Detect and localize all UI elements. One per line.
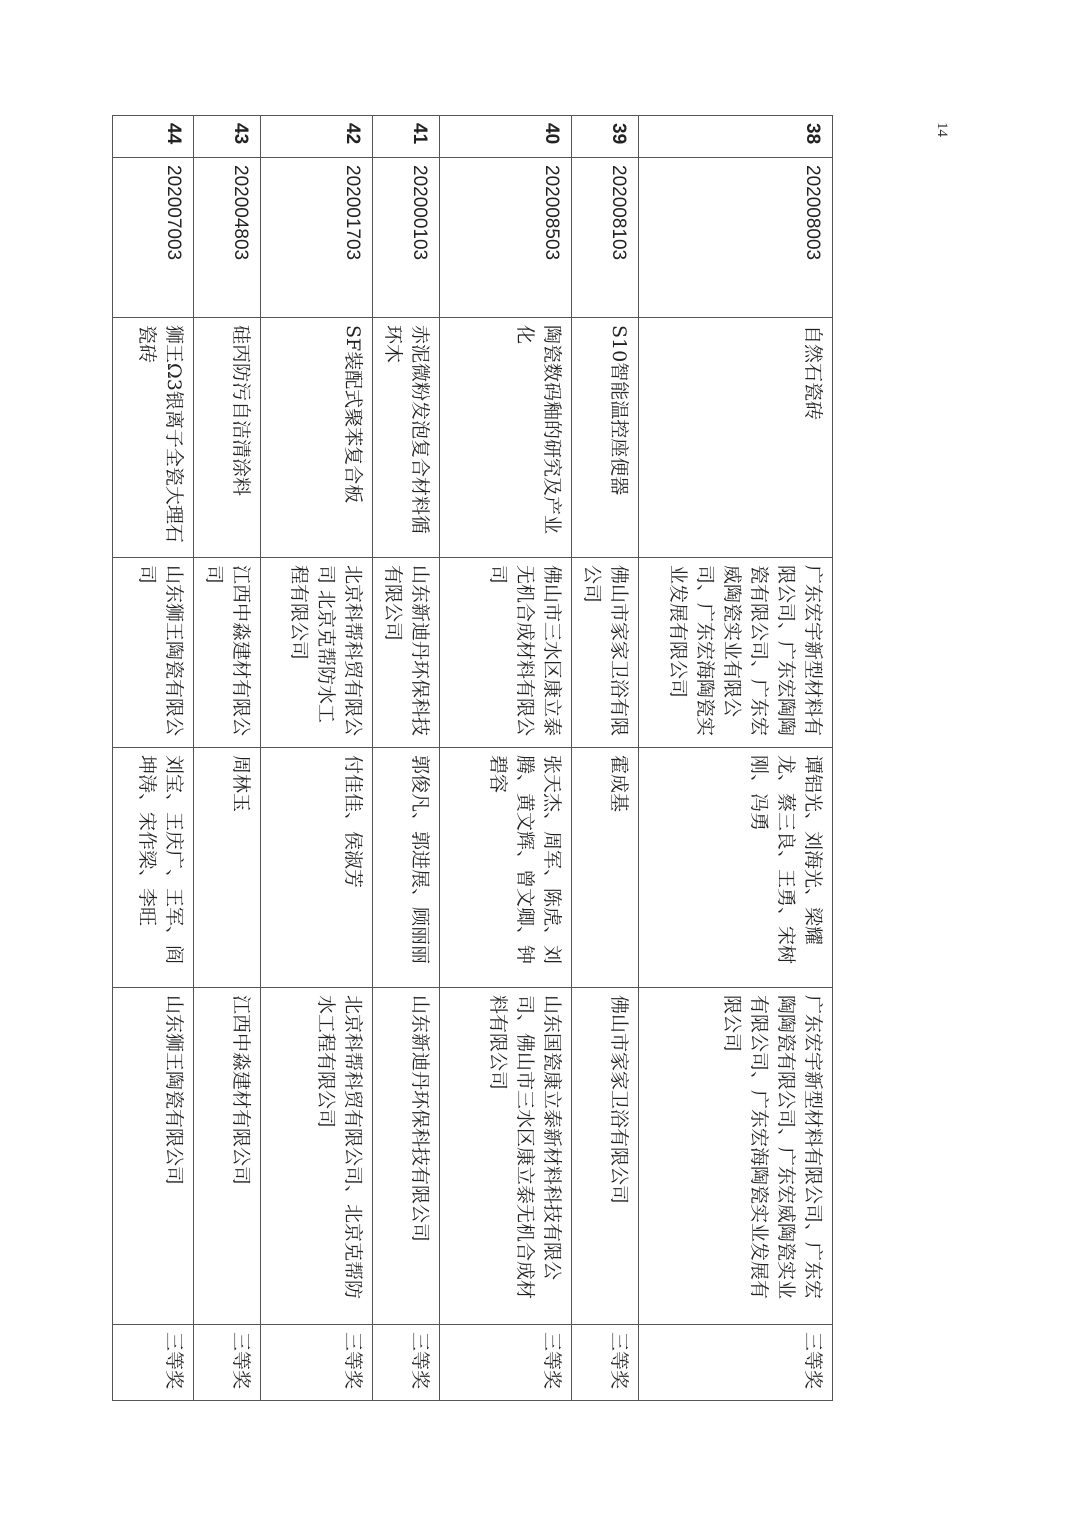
table-row bbox=[639, 116, 833, 1401]
project-code: 202008103 bbox=[572, 158, 639, 318]
project-code: 202000103 bbox=[373, 158, 440, 318]
cooperating-units: 山东狮王陶瓷有限公司 bbox=[113, 988, 194, 1325]
project-name: 陶瓷数码釉的研究及产业化 bbox=[440, 318, 572, 558]
row-number: 40 bbox=[440, 116, 572, 158]
project-code: 202007003 bbox=[113, 158, 194, 318]
table-row bbox=[572, 116, 639, 1401]
award-level: 三等奖 bbox=[194, 1325, 261, 1401]
main-contributors: 霍成基 bbox=[572, 748, 639, 988]
main-contributors: 张天杰、周军、陈虎、刘腾、黄文辉、曾文卿、钟碧容 bbox=[440, 748, 572, 988]
main-contributors: 付佳佳、侯淑芳 bbox=[261, 748, 373, 988]
row-number: 44 bbox=[113, 116, 194, 158]
table-row bbox=[261, 116, 373, 1401]
applicant-unit: 佛山市家家卫浴有限公司 bbox=[572, 558, 639, 748]
award-level: 三等奖 bbox=[113, 1325, 194, 1401]
awards-table-container bbox=[136, 115, 833, 1400]
applicant-unit: 山东狮王陶瓷有限公司 bbox=[113, 558, 194, 748]
row-number: 39 bbox=[572, 116, 639, 158]
cooperating-units: 山东新迪丹环保科技有限公司 bbox=[373, 988, 440, 1325]
applicant-unit: 佛山市三水区康立泰无机合成材料有限公司 bbox=[440, 558, 572, 748]
project-code: 202001703 bbox=[261, 158, 373, 318]
cooperating-units: 广东宏宇新型材料有限公司、广东宏陶陶瓷有限公司、广东宏威陶瓷实业有限公司、广东宏海陶瓷实业发展有限公司 bbox=[639, 988, 833, 1325]
row-number: 42 bbox=[261, 116, 373, 158]
row-number: 41 bbox=[373, 116, 440, 158]
cooperating-units: 北京科帮科贸有限公司、北京克帮防水工程有限公司 bbox=[261, 988, 373, 1325]
award-level: 三等奖 bbox=[440, 1325, 572, 1401]
applicant-unit: 山东新迪丹环保科技有限公司 bbox=[373, 558, 440, 748]
page-number: 14 bbox=[934, 122, 950, 137]
project-name: 狮王Ω3银离子全瓷大理石瓷砖 bbox=[113, 318, 194, 558]
project-name: 自然石瓷砖 bbox=[639, 318, 833, 558]
project-name: 硅丙防污自洁清涂料 bbox=[194, 318, 261, 558]
award-level: 三等奖 bbox=[261, 1325, 373, 1401]
main-contributors: 周林玉 bbox=[194, 748, 261, 988]
applicant-unit: 北京科帮科贸有限公司 北京克帮防水工程有限公司 bbox=[261, 558, 373, 748]
main-contributors: 刘宝、王庆广、王军、阎坤涛、宋作梁、李旺 bbox=[113, 748, 194, 988]
award-level: 三等奖 bbox=[373, 1325, 440, 1401]
project-name: 赤泥微粉发泡复合材料循环木 bbox=[373, 318, 440, 558]
table-row bbox=[440, 116, 572, 1401]
project-code: 202008503 bbox=[440, 158, 572, 318]
table-row bbox=[113, 116, 194, 1401]
cooperating-units: 山东国瓷康立泰新材料科技有限公司、佛山市三水区康立泰无机合成材料有限公司 bbox=[440, 988, 572, 1325]
row-number: 43 bbox=[194, 116, 261, 158]
row-number: 38 bbox=[639, 116, 833, 158]
project-code: 202004803 bbox=[194, 158, 261, 318]
table-row bbox=[194, 116, 261, 1401]
award-level: 三等奖 bbox=[572, 1325, 639, 1401]
cooperating-units: 江西中淼建材有限公司 bbox=[194, 988, 261, 1325]
project-name: SF装配式聚苯复合板 bbox=[261, 318, 373, 558]
table-row bbox=[373, 116, 440, 1401]
applicant-unit: 江西中淼建材有限公司 bbox=[194, 558, 261, 748]
cooperating-units: 佛山市家家卫浴有限公司 bbox=[572, 988, 639, 1325]
award-level: 三等奖 bbox=[639, 1325, 833, 1401]
awards-table bbox=[112, 115, 833, 1401]
project-name: S10智能温控座便器 bbox=[572, 318, 639, 558]
main-contributors: 谭铝光、刘海光、梁耀龙、蔡三良、王勇、宋树刚、冯勇 bbox=[639, 748, 833, 988]
project-code: 202008003 bbox=[639, 158, 833, 318]
applicant-unit: 广东宏宇新型材料有限公司、广东宏陶陶瓷有限公司、广东宏威陶瓷实业有限公司、广东宏海陶瓷实业发展有限公司 bbox=[639, 558, 833, 748]
main-contributors: 郭俊凡、郭进展、顾丽丽 bbox=[373, 748, 440, 988]
